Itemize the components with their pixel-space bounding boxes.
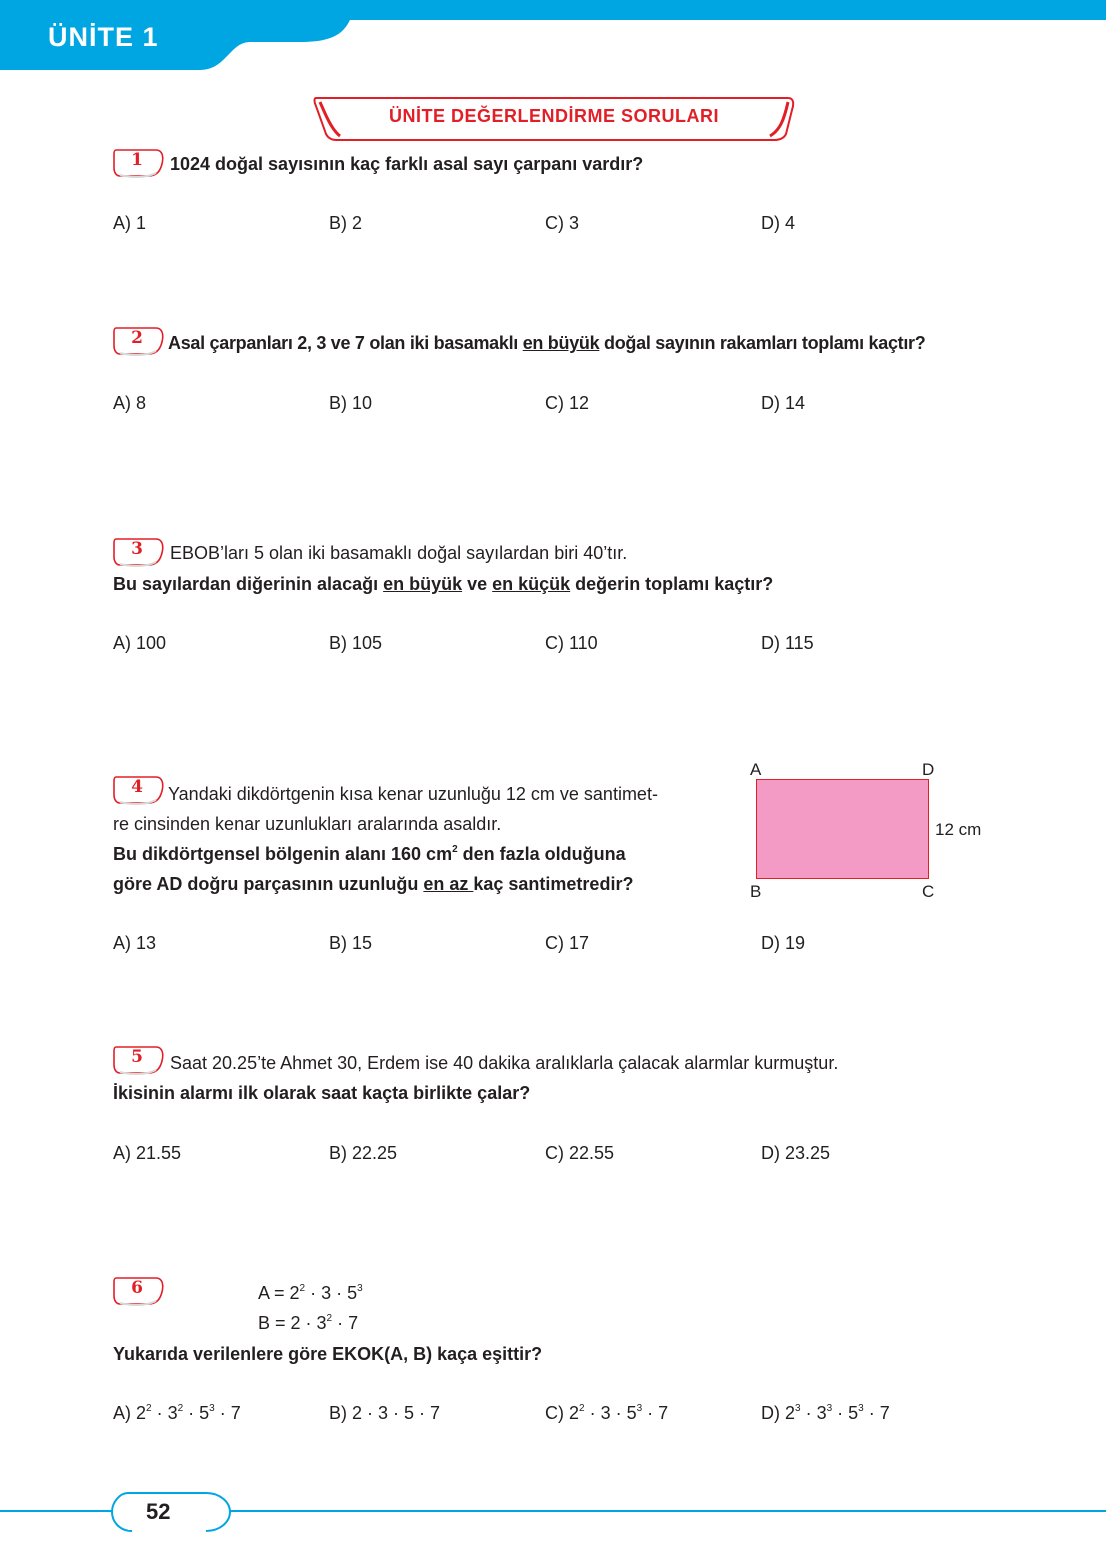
q4-option-a[interactable]: A) 13 <box>113 933 157 953</box>
side-length-label: 12 cm <box>935 820 982 839</box>
q2-stem-part: Asal çarpanları 2, 3 ve 7 olan iki basamaklı <box>168 333 523 353</box>
q3-emphasis: en büyük <box>383 574 463 594</box>
q1-option-c[interactable]: C) 3 <box>545 213 580 233</box>
question-number-badge: 5 <box>112 1045 166 1075</box>
question-number-badge: 3 <box>112 537 166 567</box>
page-number-frame <box>108 1490 238 1534</box>
question-5-intro: Saat 20.25’te Ahmet 30, Erdem ise 40 dakika aralıklarla çalacak alarmlar kurmuştur. <box>170 1053 839 1073</box>
question-3-intro: EBOB’ları 5 olan iki basamaklı doğal sayılardan biri 40’tır. <box>170 543 628 563</box>
section-title: ÜNİTE DEĞERLENDİRME SORULARI <box>388 106 719 126</box>
unit-label: ÜNİTE 1 <box>48 22 159 52</box>
question-3-ask <box>113 569 773 599</box>
question-number-badge: 4 <box>112 775 166 805</box>
q3-option-c[interactable]: C) 110 <box>545 633 598 653</box>
vertex-d-label: D <box>922 760 935 779</box>
question-number-badge: 2 <box>112 326 166 356</box>
q6-option-a[interactable]: A) $2^2 \cdot 3^2 \cdot 5^3 \cdot 7$ <box>113 1403 241 1423</box>
q2-emphasis: en büyük <box>522 333 600 353</box>
q1-option-a[interactable]: A) 1 <box>113 213 147 233</box>
q3-ask-part: değerin toplamı kaçtır? <box>570 574 774 594</box>
q5-option-a[interactable]: A) 21.55 <box>113 1143 182 1163</box>
q6-option-d[interactable]: D) $2^3 \cdot 3^3 \cdot 5^3 \cdot 7$ <box>761 1403 890 1423</box>
q4-ask-part: göre AD doğru parçasının uzunluğu <box>113 874 424 894</box>
q6-option-c[interactable]: C) $2^2 \cdot 3 \cdot 5^3 \cdot 7$ <box>545 1403 669 1423</box>
q5-option-b[interactable]: B) 22.25 <box>329 1143 398 1163</box>
question-4-ask-line1 <box>113 839 703 869</box>
vertex-c-label: C <box>922 882 935 901</box>
q2-option-c[interactable]: C) 12 <box>545 393 590 413</box>
question-2-stem <box>168 328 925 358</box>
q2-option-a[interactable]: A) 8 <box>113 393 147 413</box>
q3-ask-part: ve <box>462 574 493 594</box>
vertex-b-label: B <box>750 882 762 901</box>
q3-option-a[interactable]: A) 100 <box>113 633 167 653</box>
q6-option-b[interactable]: B) 2 · 3 · 5 · 7 <box>329 1403 441 1423</box>
equation-a: $A = 2^2 \cdot 3 \cdot 5^3$ <box>258 1283 363 1303</box>
question-number-badge: 6 <box>112 1276 166 1306</box>
q3-emphasis: en küçük <box>492 574 571 594</box>
question-number-badge: 1 <box>112 148 166 178</box>
page-number: 52 <box>146 1499 171 1524</box>
q5-option-c[interactable]: C) 22.55 <box>545 1143 615 1163</box>
equation-b: $B = 2 \cdot 3^2 \cdot 7$ <box>258 1313 359 1333</box>
question-4-ask-line2 <box>113 869 633 899</box>
q2-option-b[interactable]: B) 10 <box>329 393 373 413</box>
q1-option-d[interactable]: D) 4 <box>761 213 796 233</box>
question-4-intro-line2: re cinsinden kenar uzunlukları aralarında asaldır. <box>113 814 502 834</box>
question-6-ask: Yukarıda verilenlere göre EKOK(A, B) kaça eşittir? <box>113 1344 543 1364</box>
vertex-a-label: A <box>750 760 762 779</box>
q3-option-d[interactable]: D) 115 <box>761 633 814 653</box>
q4-option-c[interactable]: C) 17 <box>545 933 590 953</box>
q4-emphasis: en az <box>423 874 474 894</box>
q3-option-b[interactable]: B) 105 <box>329 633 383 653</box>
q2-stem-part: doğal sayının rakamları toplamı kaçtır? <box>599 333 926 353</box>
q3-ask-part: Bu sayılardan diğerinin alacağı <box>113 574 384 594</box>
q2-option-d[interactable]: D) 14 <box>761 393 806 413</box>
q5-option-d[interactable]: D) 23.25 <box>761 1143 831 1163</box>
question-5-ask: İkisinin alarmı ilk olarak saat kaçta birlikte çalar? <box>113 1083 531 1103</box>
question-1-stem: 1024 doğal sayısının kaç farklı asal sayı çarpanı vardır? <box>170 154 644 174</box>
q1-option-b[interactable]: B) 2 <box>329 213 363 233</box>
q4-ask-part: kaç santimetredir? <box>473 874 634 894</box>
rectangle-figure <box>756 779 929 879</box>
q4-ask-part: Bu dikdörtgensel bölgenin alanı 160 $cm^2$ den fazla olduğuna <box>113 844 626 864</box>
question-4-intro-line1: Yandaki dikdörtgenin kısa kenar uzunluğu 12 cm ve santimet- <box>168 784 658 804</box>
q4-option-d[interactable]: D) 19 <box>761 933 806 953</box>
q4-option-b[interactable]: B) 15 <box>329 933 373 953</box>
